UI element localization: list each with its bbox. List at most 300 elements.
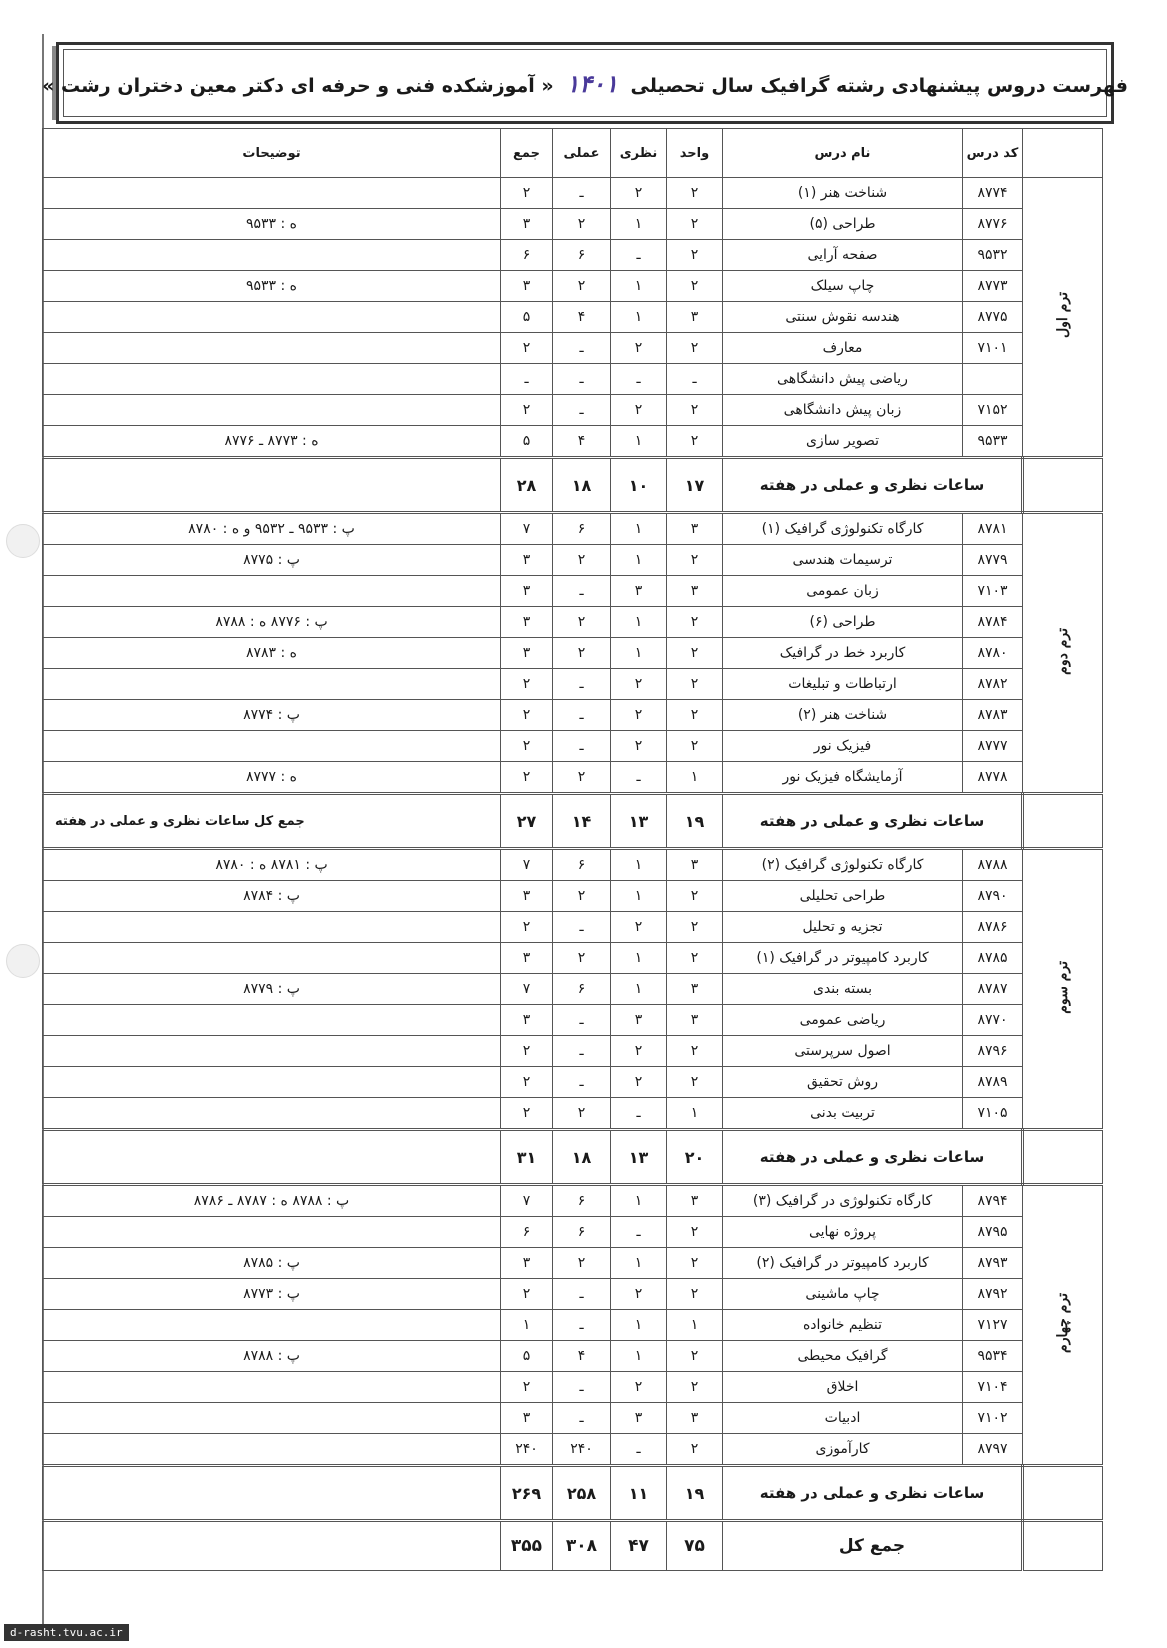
cell-name: چاپ سیلک	[723, 271, 963, 302]
cell-unit: ۲	[667, 700, 723, 731]
cell-practice: ـ	[553, 1067, 611, 1098]
cell-theory: ۲	[611, 178, 667, 209]
cell-sum: ۳	[501, 271, 553, 302]
header-practice: عملی	[553, 129, 611, 178]
cell-desc	[43, 1310, 501, 1341]
cell-practice: ـ	[553, 364, 611, 395]
cell-sum: ۳	[501, 943, 553, 974]
cell-practice: ـ	[553, 1279, 611, 1310]
cell-code: ۸۷۸۹	[963, 1067, 1023, 1098]
table-row	[43, 178, 1103, 209]
cell-name: تربیت بدنی	[723, 1098, 963, 1130]
cell-unit: ۱	[667, 1310, 723, 1341]
grand-total-practice: ۳۰۸	[553, 1521, 611, 1571]
cell-theory: ۱	[611, 849, 667, 881]
subtotal-term-cell	[1023, 794, 1103, 849]
cell-name: کارآموزی	[723, 1434, 963, 1466]
cell-practice: ـ	[553, 1403, 611, 1434]
grand-total-label: جمع کل	[723, 1521, 1023, 1571]
cell-desc: پ : ۸۷۷۳	[43, 1279, 501, 1310]
cell-name: ترسیمات هندسی	[723, 545, 963, 576]
cell-theory: ۲	[611, 1372, 667, 1403]
cell-sum: ۳	[501, 638, 553, 669]
cell-name: بسته بندی	[723, 974, 963, 1005]
cell-desc	[43, 1403, 501, 1434]
cell-sum: ۷	[501, 513, 553, 545]
cell-theory: ۱	[611, 1341, 667, 1372]
cell-name: تجزیه و تحلیل	[723, 912, 963, 943]
cell-name: طراحی (۶)	[723, 607, 963, 638]
cell-code: ۸۷۷۳	[963, 271, 1023, 302]
cell-sum: ۷	[501, 974, 553, 1005]
cell-sum: ۳	[501, 1005, 553, 1036]
cell-practice: ـ	[553, 912, 611, 943]
table-row	[43, 1279, 1103, 1310]
cell-desc: ه : ۹۵۳۳	[43, 209, 501, 240]
cell-desc: پ : ۸۷۸۱ ه : ۸۷۸۰	[43, 849, 501, 881]
table-row	[43, 1217, 1103, 1248]
cell-unit: ۲	[667, 426, 723, 458]
table-row	[43, 271, 1103, 302]
cell-unit: ۱	[667, 1098, 723, 1130]
table-row	[43, 1372, 1103, 1403]
cell-theory: ۱	[611, 426, 667, 458]
header-unit: واحد	[667, 129, 723, 178]
cell-name: تصویر سازی	[723, 426, 963, 458]
subtotal-sum: ۲۸	[501, 458, 553, 513]
cell-theory: ۱	[611, 545, 667, 576]
cell-code: ۷۱۰۵	[963, 1098, 1023, 1130]
cell-unit: ۱	[667, 762, 723, 794]
cell-name: کارگاه تکنولوژی گرافیک (۲)	[723, 849, 963, 881]
table-row	[43, 426, 1103, 458]
table-row	[43, 1036, 1103, 1067]
table-row	[43, 881, 1103, 912]
cell-unit: ۲	[667, 607, 723, 638]
cell-code: ۸۷۹۷	[963, 1434, 1023, 1466]
cell-practice: ۲	[553, 1098, 611, 1130]
cell-theory: ۲	[611, 333, 667, 364]
cell-desc	[43, 669, 501, 700]
grand-total-row	[43, 1521, 1103, 1571]
cell-name: طراحی تحلیلی	[723, 881, 963, 912]
cell-practice: ۶	[553, 974, 611, 1005]
cell-unit: ۲	[667, 240, 723, 271]
grand-total-sum: ۳۵۵	[501, 1521, 553, 1571]
cell-practice: ۲	[553, 545, 611, 576]
subtotal-unit: ۲۰	[667, 1130, 723, 1185]
cell-unit: ۲	[667, 731, 723, 762]
cell-theory: ۲	[611, 700, 667, 731]
cell-theory: ۱	[611, 943, 667, 974]
table-row	[43, 1005, 1103, 1036]
cell-desc: پ : ۸۷۸۸	[43, 1341, 501, 1372]
cell-practice: ـ	[553, 1310, 611, 1341]
table-row	[43, 364, 1103, 395]
cell-desc: پ : ۸۷۸۵	[43, 1248, 501, 1279]
term-label	[1023, 513, 1103, 794]
cell-unit: ۳	[667, 974, 723, 1005]
cell-unit: ۲	[667, 1067, 723, 1098]
cell-sum: ۲	[501, 912, 553, 943]
cell-desc	[43, 395, 501, 426]
table-row	[43, 302, 1103, 333]
cell-name: آزمایشگاه فیزیک نور	[723, 762, 963, 794]
cell-theory: ۱	[611, 1185, 667, 1217]
cell-sum: ۳	[501, 576, 553, 607]
title-pre: فهرست دروس پیشنهادی رشته گرافیک سال تحصیلی	[630, 74, 1128, 97]
cell-sum: ۳	[501, 209, 553, 240]
cell-desc	[43, 1067, 501, 1098]
title-year: ۱۴۰۱	[566, 68, 618, 98]
cell-desc	[43, 1036, 501, 1067]
table-row	[43, 849, 1103, 881]
cell-practice: ۶	[553, 240, 611, 271]
subtotal-label: ساعات نظری و عملی در هفته	[723, 1130, 1023, 1185]
cell-unit: ۲	[667, 912, 723, 943]
binder-hole	[6, 524, 40, 558]
cell-code: ۸۷۹۶	[963, 1036, 1023, 1067]
cell-practice: ۶	[553, 1185, 611, 1217]
term-label-text: ترم سوم	[1054, 960, 1071, 1014]
cell-unit: ۲	[667, 669, 723, 700]
cell-code: ۸۷۷۰	[963, 1005, 1023, 1036]
cell-theory: ـ	[611, 240, 667, 271]
cell-practice: ۶	[553, 849, 611, 881]
cell-code: ۸۷۸۵	[963, 943, 1023, 974]
cell-theory: ۲	[611, 912, 667, 943]
table-row	[43, 638, 1103, 669]
cell-code: ۸۷۸۱	[963, 513, 1023, 545]
cell-sum: ۶	[501, 240, 553, 271]
grand-total-unit: ۷۵	[667, 1521, 723, 1571]
cell-desc: ه : ۸۷۷۷	[43, 762, 501, 794]
cell-practice: ۲	[553, 271, 611, 302]
table-row	[43, 333, 1103, 364]
cell-theory: ۲	[611, 1067, 667, 1098]
cell-name: پروژه نهایی	[723, 1217, 963, 1248]
cell-sum: ۳	[501, 881, 553, 912]
cell-theory: ۱	[611, 513, 667, 545]
table-row	[43, 669, 1103, 700]
cell-practice: ـ	[553, 333, 611, 364]
subtotal-desc	[43, 458, 501, 513]
cell-practice: ـ	[553, 395, 611, 426]
cell-code	[963, 364, 1023, 395]
cell-desc	[43, 1217, 501, 1248]
cell-code: ۷۱۰۳	[963, 576, 1023, 607]
subtotal-unit: ۱۷	[667, 458, 723, 513]
cell-theory: ۳	[611, 1005, 667, 1036]
cell-theory: ۱	[611, 607, 667, 638]
cell-unit: ۳	[667, 302, 723, 333]
cell-practice: ۲	[553, 1248, 611, 1279]
table-row	[43, 1248, 1103, 1279]
cell-unit: ۲	[667, 638, 723, 669]
cell-practice: ۴	[553, 1341, 611, 1372]
subtotal-label: ساعات نظری و عملی در هفته	[723, 1466, 1023, 1521]
cell-desc	[43, 576, 501, 607]
subtotal-label: ساعات نظری و عملی در هفته	[723, 794, 1023, 849]
cell-desc: پ : ۸۷۷۵	[43, 545, 501, 576]
cell-theory: ۲	[611, 731, 667, 762]
cell-practice: ۴	[553, 302, 611, 333]
cell-sum: ۵	[501, 302, 553, 333]
table-row	[43, 1403, 1103, 1434]
page-title	[42, 69, 1128, 98]
subtotal-unit: ۱۹	[667, 1466, 723, 1521]
cell-sum: ۲۴۰	[501, 1434, 553, 1466]
cell-sum: ۶	[501, 1217, 553, 1248]
cell-sum: ۳	[501, 1403, 553, 1434]
cell-practice: ـ	[553, 731, 611, 762]
cell-name: کارگاه تکنولوژی در گرافیک (۳)	[723, 1185, 963, 1217]
cell-sum: ۲	[501, 1036, 553, 1067]
title-post: « آموزشکده فنی و حرفه ای دکتر معین دختران رشت »	[42, 74, 554, 97]
course-table	[42, 128, 1103, 1571]
cell-desc	[43, 240, 501, 271]
cell-code: ۸۷۸۰	[963, 638, 1023, 669]
cell-desc	[43, 1372, 501, 1403]
cell-unit: ۲	[667, 333, 723, 364]
cell-desc	[43, 1098, 501, 1130]
cell-practice: ـ	[553, 1036, 611, 1067]
cell-unit: ۳	[667, 576, 723, 607]
subtotal-term-cell	[1023, 1466, 1103, 1521]
cell-sum: ۲	[501, 700, 553, 731]
cell-unit: ۲	[667, 1434, 723, 1466]
grand-total-desc	[43, 1521, 501, 1571]
cell-code: ۹۵۳۳	[963, 426, 1023, 458]
cell-practice: ۲۴۰	[553, 1434, 611, 1466]
term-label	[1023, 178, 1103, 458]
cell-code: ۸۷۷۷	[963, 731, 1023, 762]
subtotal-practice: ۱۸	[553, 458, 611, 513]
cell-code: ۸۷۹۲	[963, 1279, 1023, 1310]
cell-desc	[43, 333, 501, 364]
table-row	[43, 1310, 1103, 1341]
table-row	[43, 762, 1103, 794]
cell-theory: ۱	[611, 209, 667, 240]
table-row	[43, 513, 1103, 545]
cell-name: معارف	[723, 333, 963, 364]
cell-name: فیزیک نور	[723, 731, 963, 762]
cell-name: زبان پیش دانشگاهی	[723, 395, 963, 426]
table-row	[43, 943, 1103, 974]
subtotal-theory: ۱۱	[611, 1466, 667, 1521]
cell-unit: ۲	[667, 178, 723, 209]
subtotal-desc: جمع کل ساعات نظری و عملی در هفته	[43, 794, 501, 849]
cell-practice: ـ	[553, 576, 611, 607]
cell-desc: پ : ۸۷۷۹	[43, 974, 501, 1005]
table-row	[43, 607, 1103, 638]
cell-theory: ۲	[611, 395, 667, 426]
cell-code: ۸۷۷۹	[963, 545, 1023, 576]
header-code: کد درس	[963, 129, 1023, 178]
cell-sum: ۵	[501, 426, 553, 458]
cell-sum: ۲	[501, 1098, 553, 1130]
cell-desc: پ : ۸۷۸۴	[43, 881, 501, 912]
cell-name: صفحه آرایی	[723, 240, 963, 271]
header-theory: نظری	[611, 129, 667, 178]
table-row	[43, 974, 1103, 1005]
cell-practice: ۴	[553, 426, 611, 458]
cell-name: ریاضی عمومی	[723, 1005, 963, 1036]
title-box	[42, 42, 1128, 124]
cell-unit: ۳	[667, 1005, 723, 1036]
cell-name: کارگاه تکنولوژی گرافیک (۱)	[723, 513, 963, 545]
subtotal-theory: ۱۳	[611, 794, 667, 849]
cell-desc	[43, 302, 501, 333]
subtotal-practice: ۱۸	[553, 1130, 611, 1185]
subtotal-term-cell	[1023, 1130, 1103, 1185]
cell-code: ۸۷۷۸	[963, 762, 1023, 794]
subtotal-desc	[43, 1466, 501, 1521]
cell-code: ۸۷۷۵	[963, 302, 1023, 333]
cell-code: ۹۵۳۴	[963, 1341, 1023, 1372]
cell-name: طراحی (۵)	[723, 209, 963, 240]
binder-hole	[6, 944, 40, 978]
cell-code: ۸۷۸۷	[963, 974, 1023, 1005]
cell-desc: ه : ۹۵۳۳	[43, 271, 501, 302]
cell-name: هندسه نقوش سنتی	[723, 302, 963, 333]
cell-desc	[43, 364, 501, 395]
grand-total-term-cell	[1023, 1521, 1103, 1571]
cell-sum: ۷	[501, 1185, 553, 1217]
cell-theory: ـ	[611, 762, 667, 794]
cell-theory: ـ	[611, 1217, 667, 1248]
cell-sum: ۱	[501, 1310, 553, 1341]
cell-practice: ـ	[553, 1372, 611, 1403]
subtotal-theory: ۱۰	[611, 458, 667, 513]
cell-name: گرافیک محیطی	[723, 1341, 963, 1372]
cell-code: ۸۷۸۴	[963, 607, 1023, 638]
cell-theory: ۳	[611, 576, 667, 607]
cell-desc: ه : ۸۷۸۳	[43, 638, 501, 669]
table-row	[43, 731, 1103, 762]
cell-theory: ـ	[611, 364, 667, 395]
subtotal-row	[43, 1130, 1103, 1185]
cell-theory: ۳	[611, 1403, 667, 1434]
cell-unit: ۲	[667, 271, 723, 302]
table-row	[43, 1185, 1103, 1217]
cell-desc	[43, 1434, 501, 1466]
cell-desc: پ : ۸۷۷۴	[43, 700, 501, 731]
cell-sum: ۲	[501, 333, 553, 364]
cell-theory: ۲	[611, 1279, 667, 1310]
cell-code: ۷۱۰۱	[963, 333, 1023, 364]
cell-name: شناخت هنر (۱)	[723, 178, 963, 209]
cell-unit: ۲	[667, 943, 723, 974]
table-row	[43, 1067, 1103, 1098]
cell-theory: ۲	[611, 669, 667, 700]
cell-sum: ۵	[501, 1341, 553, 1372]
cell-theory: ۲	[611, 1036, 667, 1067]
cell-sum: ۲	[501, 178, 553, 209]
table-row	[43, 1098, 1103, 1130]
table-row	[43, 700, 1103, 731]
cell-code: ۸۷۷۴	[963, 178, 1023, 209]
cell-practice: ۲	[553, 943, 611, 974]
cell-name: ادبیات	[723, 1403, 963, 1434]
cell-sum: ۲	[501, 731, 553, 762]
cell-unit: ۲	[667, 1372, 723, 1403]
cell-sum: ۷	[501, 849, 553, 881]
cell-name: اصول سرپرستی	[723, 1036, 963, 1067]
cell-sum: ۳	[501, 607, 553, 638]
cell-theory: ۱	[611, 271, 667, 302]
cell-desc: پ : ۸۷۷۶ ه : ۸۷۸۸	[43, 607, 501, 638]
grand-total-theory: ۴۷	[611, 1521, 667, 1571]
footer-url: d-rasht.tvu.ac.ir	[4, 1624, 129, 1641]
subtotal-unit: ۱۹	[667, 794, 723, 849]
cell-practice: ۲	[553, 881, 611, 912]
header-name: نام درس	[723, 129, 963, 178]
cell-code: ۷۱۰۴	[963, 1372, 1023, 1403]
cell-theory: ۱	[611, 638, 667, 669]
cell-code: ۸۷۹۴	[963, 1185, 1023, 1217]
cell-desc: پ : ۸۷۸۸ ه : ۸۷۸۷ ـ ۸۷۸۶	[43, 1185, 501, 1217]
cell-code: ۸۷۸۲	[963, 669, 1023, 700]
cell-name: زبان عمومی	[723, 576, 963, 607]
cell-name: کاربرد کامپیوتر در گرافیک (۲)	[723, 1248, 963, 1279]
cell-unit: ۳	[667, 1403, 723, 1434]
table-row	[43, 545, 1103, 576]
cell-code: ۷۱۲۷	[963, 1310, 1023, 1341]
cell-theory: ـ	[611, 1434, 667, 1466]
cell-unit: ۲	[667, 1217, 723, 1248]
subtotal-sum: ۲۶۹	[501, 1466, 553, 1521]
cell-unit: ۲	[667, 395, 723, 426]
cell-code: ۷۱۵۲	[963, 395, 1023, 426]
cell-code: ۸۷۷۶	[963, 209, 1023, 240]
subtotal-row	[43, 794, 1103, 849]
cell-unit: ۲	[667, 1341, 723, 1372]
cell-unit: ۲	[667, 1036, 723, 1067]
cell-sum: ۲	[501, 762, 553, 794]
cell-sum: ۳	[501, 545, 553, 576]
cell-unit: ۳	[667, 1185, 723, 1217]
cell-desc: ه : ۸۷۷۳ ـ ۸۷۷۶	[43, 426, 501, 458]
cell-desc	[43, 943, 501, 974]
cell-theory: ۱	[611, 1310, 667, 1341]
table-row	[43, 1434, 1103, 1466]
cell-name: ریاضی پیش دانشگاهی	[723, 364, 963, 395]
cell-sum: ۲	[501, 1372, 553, 1403]
subtotal-label: ساعات نظری و عملی در هفته	[723, 458, 1023, 513]
cell-theory: ۱	[611, 881, 667, 912]
cell-code: ۸۷۸۶	[963, 912, 1023, 943]
table-header-row	[43, 129, 1103, 178]
cell-name: کاربرد کامپیوتر در گرافیک (۱)	[723, 943, 963, 974]
header-term	[1023, 129, 1103, 178]
subtotal-row	[43, 458, 1103, 513]
cell-unit: ۳	[667, 849, 723, 881]
cell-theory: ۱	[611, 1248, 667, 1279]
table-row	[43, 240, 1103, 271]
cell-theory: ـ	[611, 1098, 667, 1130]
table-row	[43, 395, 1103, 426]
term-label	[1023, 1185, 1103, 1466]
cell-name: روش تحقیق	[723, 1067, 963, 1098]
cell-unit: ـ	[667, 364, 723, 395]
cell-practice: ۲	[553, 762, 611, 794]
cell-code: ۸۷۹۵	[963, 1217, 1023, 1248]
cell-sum: ۳	[501, 1248, 553, 1279]
cell-practice: ۶	[553, 1217, 611, 1248]
cell-code: ۸۷۸۸	[963, 849, 1023, 881]
table-row	[43, 1341, 1103, 1372]
